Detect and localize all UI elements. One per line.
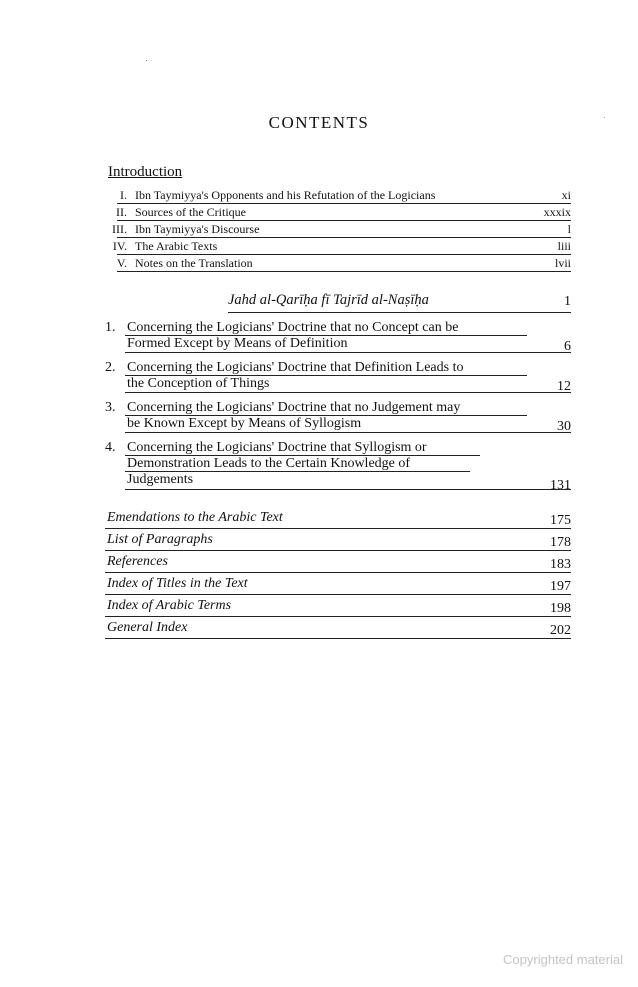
page-number: 183 — [550, 557, 571, 572]
roman-numeral: IV. — [112, 239, 127, 253]
page-number: xxxix — [543, 205, 571, 219]
page-number: 6 — [564, 339, 571, 354]
underline — [117, 254, 571, 255]
underline — [125, 489, 571, 490]
page-number: l — [567, 222, 571, 236]
chapter-number: 2. — [105, 360, 116, 375]
toc-link-list-of-paragraphs[interactable] — [105, 532, 571, 554]
underline — [117, 203, 571, 204]
toc-link-chapter-4[interactable] — [105, 440, 571, 492]
toc-entry-label: References — [107, 554, 168, 569]
underline — [125, 352, 571, 353]
toc-link-index-of-arabic-terms[interactable] — [105, 598, 571, 620]
underline — [125, 471, 470, 472]
underline — [125, 392, 571, 393]
chapter-number: 1. — [105, 320, 116, 335]
page-number: lvii — [554, 256, 571, 270]
toc-link-introduction[interactable]: Introduction — [108, 164, 183, 180]
toc-link-intro-2[interactable] — [105, 205, 571, 221]
underline — [117, 220, 571, 221]
page-number: 12 — [557, 379, 571, 394]
chapter-title-line: Concerning the Logicians' Doctrine that no Judgement may — [127, 400, 461, 415]
toc-link-index-of-titles[interactable] — [105, 576, 571, 598]
roman-numeral: II. — [116, 205, 127, 219]
underline — [125, 375, 527, 376]
toc-link-chapter-2[interactable] — [105, 360, 571, 394]
toc-entry-label: Index of Titles in the Text — [107, 576, 248, 591]
toc-entry-label: Sources of the Critique — [135, 205, 246, 219]
page-number: 131 — [550, 478, 571, 493]
chapter-title-line: Concerning the Logicians' Doctrine that Definition Leads to — [127, 360, 464, 375]
toc-link-intro-1[interactable] — [105, 188, 571, 204]
underline — [125, 415, 527, 416]
underline — [125, 432, 571, 433]
copyright-watermark: Copyrighted material — [503, 952, 623, 967]
page-number: 175 — [550, 513, 571, 528]
underline — [105, 594, 571, 595]
roman-numeral: I. — [120, 188, 127, 202]
toc-entry-label: Emendations to the Arabic Text — [107, 510, 283, 525]
roman-numeral: V. — [116, 256, 127, 270]
underline — [125, 455, 480, 456]
chapter-title-line: Concerning the Logicians' Doctrine that Syllogism or — [127, 440, 427, 455]
toc-entry-label: Ibn Taymiyya's Opponents and his Refutation of the Logicians — [135, 188, 436, 202]
underline — [125, 335, 527, 336]
page-number: 1 — [564, 294, 571, 309]
page-number: liii — [557, 239, 571, 253]
underline — [117, 271, 571, 272]
roman-numeral: III. — [112, 222, 127, 236]
toc-link-intro-4[interactable] — [105, 239, 571, 255]
speck — [146, 60, 147, 61]
underline — [105, 528, 571, 529]
page-number: xi — [561, 188, 571, 202]
page-number: 202 — [550, 623, 571, 638]
page-title: CONTENTS — [268, 113, 370, 132]
underline — [105, 572, 571, 573]
chapter-title-line: the Conception of Things — [127, 376, 270, 391]
chapter-title-line: Formed Except by Means of Definition — [127, 336, 348, 351]
toc-link-part-title[interactable]: Jahd al-Qarīḥa fī Tajrīd al-Naṣīḥa — [228, 292, 429, 308]
chapter-title-line: Concerning the Logicians' Doctrine that no Concept can be — [127, 320, 459, 335]
toc-link-general-index[interactable] — [105, 620, 571, 642]
underline — [228, 312, 571, 313]
underline — [105, 550, 571, 551]
toc-entry-label: Ibn Taymiyya's Discourse — [135, 222, 260, 236]
underline — [105, 638, 571, 639]
toc-link-intro-3[interactable] — [105, 222, 571, 238]
chapter-number: 4. — [105, 440, 116, 455]
chapter-title-line: Demonstration Leads to the Certain Knowledge of — [127, 456, 411, 471]
toc-entry-label: Notes on the Translation — [135, 256, 253, 270]
toc-link-references[interactable] — [105, 554, 571, 576]
underline — [117, 237, 571, 238]
toc-link-emendations[interactable] — [105, 510, 571, 532]
toc-link-intro-5[interactable] — [105, 256, 571, 272]
page-number: 178 — [550, 535, 571, 550]
underline — [105, 616, 571, 617]
page-number: 198 — [550, 601, 571, 616]
page-number: 197 — [550, 579, 571, 594]
toc-entry-label: The Arabic Texts — [135, 239, 218, 253]
chapter-title-line: Judgements — [127, 472, 194, 487]
chapter-number: 3. — [105, 400, 116, 415]
chapter-title-line: be Known Except by Means of Syllogism — [127, 416, 362, 431]
page-number: 30 — [557, 419, 571, 434]
toc-link-chapter-3[interactable] — [105, 400, 571, 434]
toc-entry-label: Index of Arabic Terms — [107, 598, 232, 613]
toc-entry-label: List of Paragraphs — [107, 532, 213, 547]
toc-entry-label: General Index — [107, 620, 188, 635]
toc-link-chapter-1[interactable] — [105, 320, 571, 354]
